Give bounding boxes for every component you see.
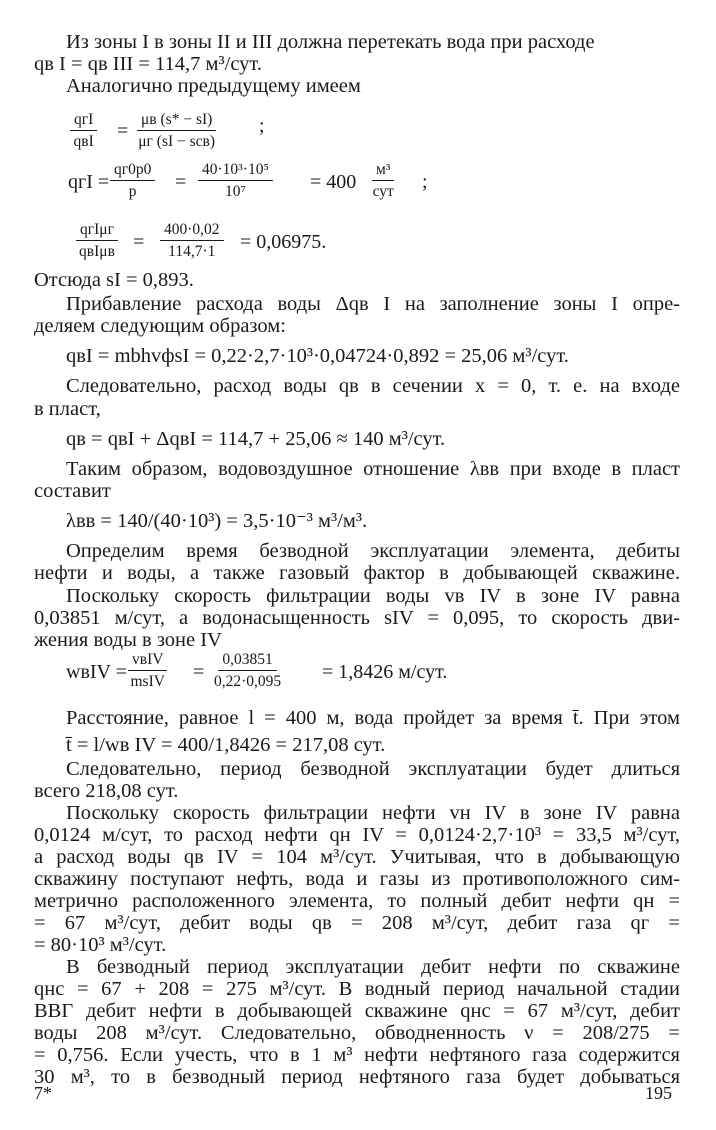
fraction: $\frac{\text{40·10³·10⁵}}{\text{10⁷}}$	[198, 160, 273, 201]
text-line: скважину поступают нефть, вода и газы из противоположного сим-	[34, 868, 680, 890]
text-line: Отсюда sI = 0,893.	[34, 269, 194, 291]
text-line: = 67 м³/сут, дебит воды qв = 208 м³/сут, дебит газа qг =	[34, 912, 680, 934]
text-line: деляем следующим образом:	[34, 315, 286, 337]
formula-line: λвв = 140/(40·10³) = 3,5·10⁻³ м³/м³.	[66, 510, 368, 532]
text-line: Поскольку скорость фильтрации воды vв IV в зоне IV равна	[66, 585, 680, 607]
fraction: qгIμг qвIμв	[76, 220, 118, 261]
text-line: всего 218,08 сут.	[34, 780, 179, 802]
text-line: Поскольку скорость фильтрации нефти vн IV в зоне IV равна	[66, 802, 680, 824]
text-line: Таким образом, водовоздушное отношение λвв при входе в пласт	[66, 458, 680, 480]
text-line: В безводный период эксплуатации дебит нефти по скважине	[66, 956, 680, 978]
text-line: 0,03851 м/сут, а водонасыщенность sIV = 0,095, то скорость дви-	[34, 607, 680, 629]
text-line: нефти и воды, а также газовый фактор в добывающей скважине.	[34, 562, 680, 584]
text-line: Прибавление расхода воды Δqв I на заполнение зоны I опре-	[66, 293, 680, 315]
text-line: = 0,756. Если учесть, что в 1 м³ нефти нефтяного газа содержится	[34, 1044, 680, 1066]
text-line: Определим время безводной эксплуатации элемента, дебиты	[66, 540, 680, 562]
fraction: м³ сут	[372, 161, 394, 200]
fraction: vвIV msIV	[128, 650, 167, 691]
text-line: = 80·10³ м³/сут.	[34, 934, 167, 956]
text-line: ВВГ дебит нефти в добывающей скважине qнс = 67 м³/сут, дебит	[34, 1000, 680, 1022]
fraction: $\frac{0,03851}{0,22\cdot 0,095}$	[214, 651, 282, 690]
text-line: метрично расположенного элемента, то полный дебит нефти qн =	[34, 890, 680, 912]
fraction: qгI qвI	[70, 110, 97, 151]
text-line: жения воды в зоне IV	[34, 629, 222, 651]
text-line: 0,0124 м/сут, то расход нефти qн IV = 0,0124·2,7·10³ = 33,5 м³/сут,	[34, 824, 680, 846]
text-line: воды 208 м³/сут. Следовательно, обводненность ν = 208/275 =	[34, 1022, 680, 1044]
fraction: $\frac{400\cdot 0,02}{114,7\cdot 1}$	[160, 220, 224, 261]
text-line: qв I = qв III = 114,7 м³/сут.	[34, 53, 262, 75]
signature-mark: 7*	[34, 1083, 52, 1103]
text-line: в пласт,	[34, 398, 101, 420]
text-line: а расход воды qв IV = 104 м³/сут. Учитывая, что в добывающую	[34, 846, 680, 868]
book-page: Из зоны I в зоны II и III должна перетекать вода при расходе qв I = qв III = 114,7 м³/сут. Аналогично предыдущему имеем qгI qвI = μв (s* − sI) μг (sI − sсв) ; qгI = qг0p0 p = $\frac{\text{40·10³·10⁵}}{\text{10⁷}}$ = 400 м³ сут ; qгIμг qвIμв = $\frac{400\cdot 0,02}{114,7\cdot 1}$ = 0,06975. Отсюда sI = 0,893. Прибавление расхода воды Δqв I на заполнение зоны I опре- деляем следующим образом: qвI = mbhvфsI = 0,22·2,7·10³·0,04724·0,892 = 25,06 м³/сут. Следовательно, расход воды qв в сечении x = 0, т. е. на входе в пласт, qв = qвI + ΔqвI = 114,7 + 25,06 ≈ 140 м³/сут. Таким образом, водовоздушное отношение λвв при входе в пласт составит λвв = 140/(40·10³) = 3,5·10⁻³ м³/м³. Определим время безводной эксплуатации элемента, дебиты нефти и воды, а также газовый фактор в добывающей скважине. Поскольку скорость фильтрации воды vв IV в зоне IV равна 0,03851 м/сут, а водонасыщенность sIV = 0,095, то скорость дви- жения воды в зоне IV wвIV = vвIV msIV = $\frac{0,03851}{0,22\cdot 0,095}$ = 1,8426 м/сут. Расстояние, равное l = 400 м, вода пройдет за время t̄. При этом t̄ = l/wв IV = 400/1,8426 = 217,08 сут. Следовательно, период безводной эксплуатации будет длиться всего 218,08 сут. Поскольку скорость фильтрации нефти vн IV в зоне IV равна 0,0124 м/сут, то расход нефти qн IV = 0,0124·2,7·10³ = 33,5 м³/сут, а расход воды qв IV = 104 м³/сут. Учитывая, что в добывающую скважину поступают нефть, вода и газы из противоположного сим- метрично расположенного элемента, то полный дебит нефти qн = = 67 м³/сут, дебит воды qв = 208 м³/сут, дебит газа qг = = 80·10³ м³/сут. В безводный период эксплуатации дебит нефти по скважине qнс = 67 + 208 = 275 м³/сут. В водный период начальной стадии ВВГ дебит нефти в добывающей скважине qнс = 67 м³/сут, дебит воды 208 м³/сут. Следовательно, обводненность ν = 208/275 = = 0,756. Если учесть, что в 1 м³ нефти нефтяного газа содержится 30 м³, то в безводный период нефтяного газа будет добываться 7* 195	[34, 31, 680, 1103]
text-line: Аналогично предыдущему имеем	[66, 75, 361, 97]
fraction: μв (s* − sI) μг (sI − sсв)	[138, 111, 216, 150]
text-line: Следовательно, период безводной эксплуатации будет длиться	[66, 758, 680, 780]
text-line: Из зоны I в зоны II и III должна перетекать вода при расходе	[66, 31, 595, 53]
formula-line: qвI = mbhvфsI = 0,22·2,7·10³·0,04724·0,892 = 25,06 м³/сут.	[66, 345, 569, 367]
text-line: Следовательно, расход воды qв в сечении x = 0, т. е. на входе	[66, 375, 680, 397]
formula-line: qв = qвI + ΔqвI = 114,7 + 25,06 ≈ 140 м³/сут.	[66, 428, 446, 450]
text-line: составит	[34, 480, 111, 502]
formula-line: t̄ = l/wв IV = 400/1,8426 = 217,08 сут.	[66, 734, 386, 756]
fraction: qг0p0 p	[110, 160, 155, 201]
text-line: qнс = 67 + 208 = 275 м³/сут. В водный период начальной стадии	[34, 978, 680, 1000]
page-number: 195	[645, 1083, 672, 1103]
text-line: 30 м³, то в безводный период нефтяного газа будет добываться	[34, 1066, 680, 1088]
text-line: Расстояние, равное l = 400 м, вода пройдет за время t̄. При этом	[66, 707, 680, 729]
